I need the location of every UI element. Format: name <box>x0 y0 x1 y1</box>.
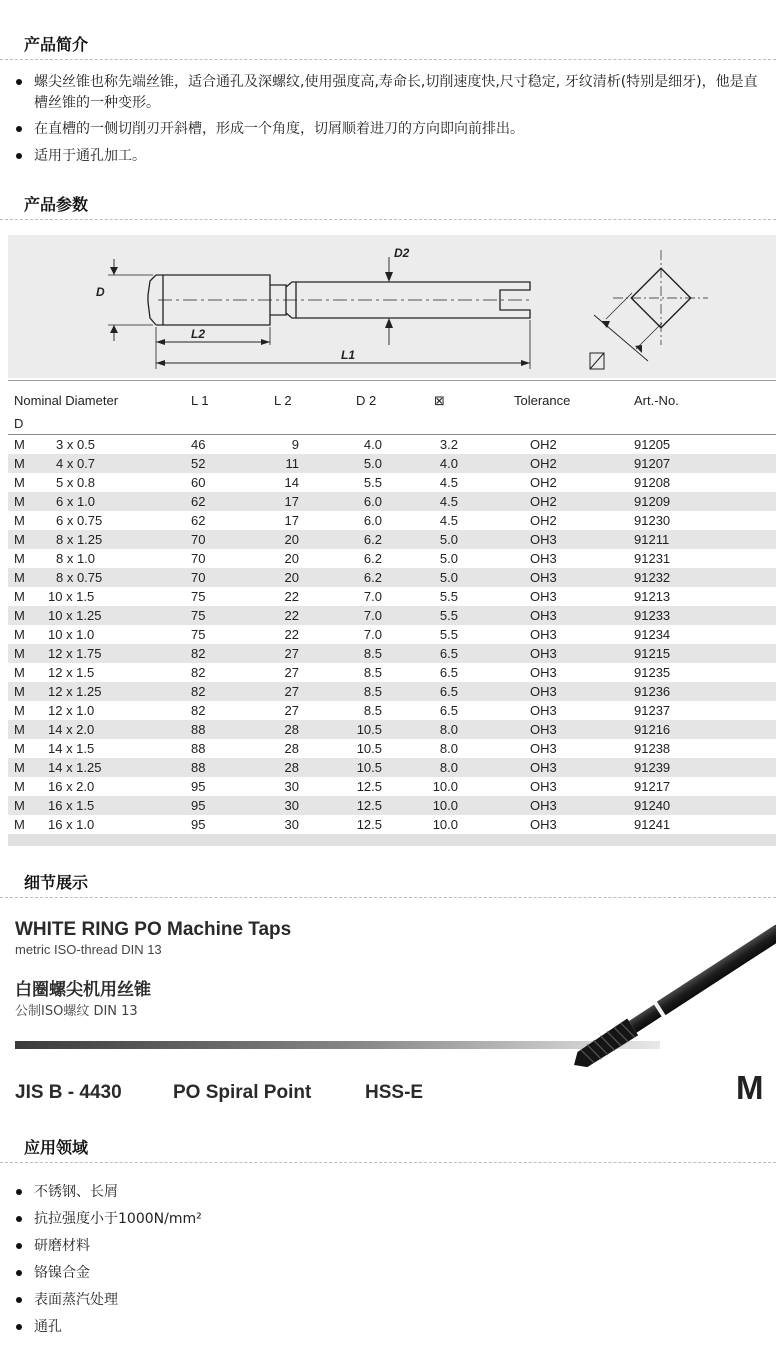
cell-prefix: M <box>14 494 25 509</box>
cell-square: 8.0 <box>439 760 458 775</box>
cell-prefix: M <box>14 741 25 756</box>
intro-bullet: 适用于通孔加工。 <box>14 146 770 167</box>
cell-l2: 30 <box>284 779 299 794</box>
cell-d2: 12.5 <box>356 779 382 794</box>
cell-l1: 75 <box>191 627 206 642</box>
cell-artno: 91215 <box>634 646 671 661</box>
cell-prefix: M <box>14 665 25 680</box>
cell-d2: 10.5 <box>356 760 382 775</box>
cell-prefix: M <box>14 532 25 547</box>
cell-artno: 91217 <box>634 779 671 794</box>
cell-d2: 12.5 <box>356 798 382 813</box>
cell-artno: 91235 <box>634 665 671 680</box>
cell-square: 6.5 <box>439 703 458 718</box>
cell-tolerance: OH3 <box>530 779 557 794</box>
header-nominal: Nominal Diameter <box>14 393 119 408</box>
header-d2: D 2 <box>356 393 377 408</box>
intro-bullet: 在直槽的一侧切削刃开斜槽，形成一个角度，切屑顺着进刀的方向即向前排出。 <box>14 119 770 140</box>
cell-size: 10 x 1.0 <box>48 627 95 642</box>
cell-d2: 12.5 <box>356 817 382 832</box>
cell-artno: 91211 <box>634 532 670 547</box>
cell-artno: 91205 <box>634 437 671 452</box>
cell-size: 10 x 1.5 <box>48 589 95 604</box>
application-bullet-list <box>14 1182 770 1338</box>
cell-l1: 62 <box>191 494 206 509</box>
table-row <box>8 796 776 815</box>
cell-tolerance: OH3 <box>530 722 557 737</box>
cell-tolerance: OH3 <box>530 532 557 547</box>
cell-size: 12 x 1.25 <box>48 684 102 699</box>
cell-l1: 75 <box>191 608 206 623</box>
section-details-header <box>0 858 776 898</box>
cell-size: 14 x 2.0 <box>48 722 95 737</box>
table-header <box>8 380 776 435</box>
cell-artno: 91231 <box>634 551 671 566</box>
cell-l2: 17 <box>284 494 299 509</box>
spec-table <box>8 380 776 846</box>
cell-square: 3.2 <box>439 437 458 452</box>
cell-artno: 91232 <box>634 570 671 585</box>
cell-prefix: M <box>14 646 25 661</box>
technical-drawing <box>8 235 776 378</box>
cell-l2: 9 <box>291 437 299 452</box>
cell-tolerance: OH3 <box>530 817 557 832</box>
cell-d2: 7.0 <box>363 627 382 642</box>
cell-tolerance: OH3 <box>530 798 557 813</box>
cell-l1: 52 <box>191 456 206 471</box>
cell-l2: 22 <box>284 589 299 604</box>
tap-drawing-svg <box>8 235 776 378</box>
cell-size: 16 x 2.0 <box>48 779 95 794</box>
cell-l2: 27 <box>284 665 299 680</box>
cell-tolerance: OH3 <box>530 589 557 604</box>
cell-size: 8 x 0.75 <box>56 570 103 585</box>
cell-tolerance: OH2 <box>530 456 557 471</box>
cell-l1: 88 <box>191 760 206 775</box>
cell-size: 3 x 0.5 <box>56 437 96 452</box>
cell-l1: 82 <box>191 665 206 680</box>
cell-artno: 91207 <box>634 456 671 471</box>
section-intro-header <box>0 20 776 60</box>
application-bullet: 不锈钢、长屑 <box>14 1182 770 1203</box>
header-nominal-sub: D <box>14 416 24 431</box>
table-row <box>8 815 776 834</box>
cell-size: 16 x 1.0 <box>48 817 95 832</box>
cell-prefix: M <box>14 817 25 832</box>
product-subtitle: metric ISO-thread DIN 13 <box>15 942 162 957</box>
table-row <box>8 530 776 549</box>
cell-l1: 75 <box>191 589 206 604</box>
cell-l1: 70 <box>191 532 206 547</box>
table-row <box>8 720 776 739</box>
dim-d2-label: D2 <box>394 246 410 260</box>
cell-square: 10.0 <box>432 817 458 832</box>
dim-l2-label: L2 <box>191 327 206 341</box>
dim-d-label: D <box>96 285 105 299</box>
cell-size: 14 x 1.25 <box>48 760 102 775</box>
cell-tolerance: OH3 <box>530 741 557 756</box>
cell-l2: 28 <box>284 722 299 737</box>
cell-l2: 20 <box>284 532 299 547</box>
cell-artno: 91208 <box>634 475 671 490</box>
cell-l2: 22 <box>284 608 299 623</box>
table-row <box>8 435 776 454</box>
section-applications-header <box>0 1123 776 1163</box>
application-bullet: 研磨材料 <box>14 1236 770 1257</box>
cell-l2: 20 <box>284 570 299 585</box>
cell-square: 4.0 <box>439 456 458 471</box>
cell-prefix: M <box>14 703 25 718</box>
cell-prefix: M <box>14 684 25 699</box>
cell-square: 6.5 <box>439 665 458 680</box>
cell-l2: 27 <box>284 684 299 699</box>
cell-square: 5.5 <box>439 608 458 623</box>
cell-l2: 17 <box>284 513 299 528</box>
cell-l1: 82 <box>191 703 206 718</box>
cell-l1: 88 <box>191 722 206 737</box>
cell-square: 5.5 <box>439 589 458 604</box>
application-bullet: 通孔 <box>14 1317 770 1338</box>
table-row <box>8 492 776 511</box>
cell-artno: 91238 <box>634 741 671 756</box>
cell-l1: 70 <box>191 551 206 566</box>
cell-tolerance: OH3 <box>530 627 557 642</box>
cell-tolerance: OH3 <box>530 551 557 566</box>
cell-l2: 30 <box>284 817 299 832</box>
cell-size: 6 x 0.75 <box>56 513 103 528</box>
cell-l2: 28 <box>284 760 299 775</box>
thread-mark: M <box>736 1069 764 1106</box>
cell-tolerance: OH3 <box>530 703 557 718</box>
cell-artno: 91216 <box>634 722 671 737</box>
header-tolerance: Tolerance <box>514 393 571 408</box>
cell-l2: 27 <box>284 703 299 718</box>
cell-d2: 8.5 <box>363 646 382 661</box>
table-row <box>8 777 776 796</box>
cell-l2: 22 <box>284 627 299 642</box>
cell-size: 4 x 0.7 <box>56 456 96 471</box>
cell-square: 6.5 <box>439 684 458 699</box>
table-row <box>8 625 776 644</box>
header-square: ⊠ <box>434 393 445 408</box>
product-subtitle-cn: 公制ISO螺纹 DIN 13 <box>15 1004 138 1019</box>
cell-prefix: M <box>14 608 25 623</box>
cell-size: 8 x 1.0 <box>56 551 96 566</box>
dim-l1-label: L1 <box>341 348 356 362</box>
cell-size: 6 x 1.0 <box>56 494 96 509</box>
section-applications-title: 应用领域 <box>24 1138 89 1157</box>
cell-artno: 91233 <box>634 608 671 623</box>
product-title-cn: 白圈螺尖机用丝锥 <box>15 980 151 1000</box>
table-row <box>8 587 776 606</box>
cell-square: 10.0 <box>432 798 458 813</box>
cell-tolerance: OH2 <box>530 475 557 490</box>
cell-d2: 10.5 <box>356 722 382 737</box>
cell-square: 5.0 <box>439 532 458 547</box>
intro-bullet: 螺尖丝锥也称先端丝锥，适合通孔及深螺纹,使用强度高,寿命长,切削速度快,尺寸稳定, 牙纹清析(特别是细牙)，他是直槽丝锥的一种变形。 <box>14 72 770 114</box>
cell-artno: 91230 <box>634 513 671 528</box>
cell-tolerance: OH2 <box>530 437 557 452</box>
table-row <box>8 454 776 473</box>
header-l2: L 2 <box>274 393 292 408</box>
cell-size: 10 x 1.25 <box>48 608 102 623</box>
cell-size: 16 x 1.5 <box>48 798 95 813</box>
cell-d2: 6.0 <box>363 494 382 509</box>
cell-l1: 70 <box>191 570 206 585</box>
cell-size: 12 x 1.5 <box>48 665 95 680</box>
header-l1: L 1 <box>191 393 209 408</box>
cell-l2: 28 <box>284 741 299 756</box>
section-details-title: 细节展示 <box>24 873 89 892</box>
cell-square: 5.0 <box>439 570 458 585</box>
cell-prefix: M <box>14 570 25 585</box>
table-row <box>8 644 776 663</box>
cell-d2: 6.0 <box>363 513 382 528</box>
table-row <box>8 758 776 777</box>
cell-tolerance: OH3 <box>530 570 557 585</box>
cell-prefix: M <box>14 627 25 642</box>
cell-prefix: M <box>14 456 25 471</box>
cell-prefix: M <box>14 551 25 566</box>
table-row <box>8 568 776 587</box>
table-row <box>8 549 776 568</box>
table-row <box>8 473 776 492</box>
table-row <box>8 682 776 701</box>
cell-size: 12 x 1.75 <box>48 646 102 661</box>
cell-prefix: M <box>14 437 25 452</box>
cell-l2: 30 <box>284 798 299 813</box>
cell-square: 8.0 <box>439 722 458 737</box>
cell-tolerance: OH3 <box>530 760 557 775</box>
cell-d2: 7.0 <box>363 589 382 604</box>
cell-square: 4.5 <box>439 494 458 509</box>
cell-tolerance: OH3 <box>530 646 557 661</box>
cell-artno: 91209 <box>634 494 671 509</box>
cell-l2: 27 <box>284 646 299 661</box>
type-label: PO Spiral Point <box>173 1082 312 1103</box>
cell-prefix: M <box>14 722 25 737</box>
cell-artno: 91240 <box>634 798 671 813</box>
product-title: WHITE RING PO Machine Taps <box>15 919 292 940</box>
cell-d2: 8.5 <box>363 684 382 699</box>
header-artno: Art.-No. <box>634 393 679 408</box>
cell-tolerance: OH2 <box>530 494 557 509</box>
cell-square: 5.5 <box>439 627 458 642</box>
cell-size: 8 x 1.25 <box>56 532 103 547</box>
cell-artno: 91213 <box>634 589 671 604</box>
cell-l1: 95 <box>191 779 206 794</box>
table-row <box>8 663 776 682</box>
standard-label: JIS B - 4430 <box>15 1082 122 1103</box>
section-intro-title: 产品简介 <box>24 35 89 54</box>
cell-l1: 82 <box>191 646 206 661</box>
cell-d2: 6.2 <box>363 532 382 547</box>
intro-bullet-list <box>14 72 770 167</box>
cell-d2: 10.5 <box>356 741 382 756</box>
cell-square: 6.5 <box>439 646 458 661</box>
cell-l2: 20 <box>284 551 299 566</box>
table-row <box>8 511 776 530</box>
cell-l2: 14 <box>284 475 299 490</box>
cell-artno: 91239 <box>634 760 671 775</box>
cell-l1: 62 <box>191 513 206 528</box>
cell-size: 12 x 1.0 <box>48 703 95 718</box>
cell-tolerance: OH3 <box>530 684 557 699</box>
cell-square: 5.0 <box>439 551 458 566</box>
cell-square: 4.5 <box>439 475 458 490</box>
table-row <box>8 606 776 625</box>
cell-d2: 6.2 <box>363 570 382 585</box>
application-bullet: 表面蒸汽处理 <box>14 1290 770 1311</box>
cell-tolerance: OH3 <box>530 665 557 680</box>
application-bullet: 铬镍合金 <box>14 1263 770 1284</box>
tap-product-image <box>560 915 776 1075</box>
cell-square: 4.5 <box>439 513 458 528</box>
cell-size: 14 x 1.5 <box>48 741 95 756</box>
cell-prefix: M <box>14 779 25 794</box>
cell-l2: 11 <box>285 456 299 471</box>
cell-artno: 91234 <box>634 627 671 642</box>
cell-d2: 5.5 <box>363 475 382 490</box>
cell-size: 5 x 0.8 <box>56 475 96 490</box>
table-row <box>8 739 776 758</box>
cell-l1: 88 <box>191 741 206 756</box>
cell-prefix: M <box>14 475 25 490</box>
cell-tolerance: OH3 <box>530 608 557 623</box>
cell-artno: 91237 <box>634 703 671 718</box>
cell-d2: 8.5 <box>363 703 382 718</box>
cell-l1: 95 <box>191 798 206 813</box>
table-row <box>8 701 776 720</box>
cell-square: 10.0 <box>432 779 458 794</box>
table-footer-band <box>8 834 776 846</box>
section-params-header <box>0 180 776 220</box>
material-label: HSS-E <box>365 1082 424 1103</box>
cell-d2: 7.0 <box>363 608 382 623</box>
cell-square: 8.0 <box>439 741 458 756</box>
cell-d2: 6.2 <box>363 551 382 566</box>
cell-artno: 91241 <box>634 817 671 832</box>
cell-tolerance: OH2 <box>530 513 557 528</box>
cell-l1: 46 <box>191 437 206 452</box>
cell-d2: 5.0 <box>363 456 382 471</box>
cell-prefix: M <box>14 760 25 775</box>
cell-l1: 82 <box>191 684 206 699</box>
cell-l1: 95 <box>191 817 206 832</box>
section-params-title: 产品参数 <box>24 195 89 214</box>
cell-prefix: M <box>14 513 25 528</box>
cell-artno: 91236 <box>634 684 671 699</box>
application-bullet: 抗拉强度小于1000N/mm² <box>14 1209 770 1230</box>
cell-l1: 60 <box>191 475 206 490</box>
cell-prefix: M <box>14 589 25 604</box>
cell-d2: 4.0 <box>363 437 382 452</box>
cell-prefix: M <box>14 798 25 813</box>
cell-d2: 8.5 <box>363 665 382 680</box>
